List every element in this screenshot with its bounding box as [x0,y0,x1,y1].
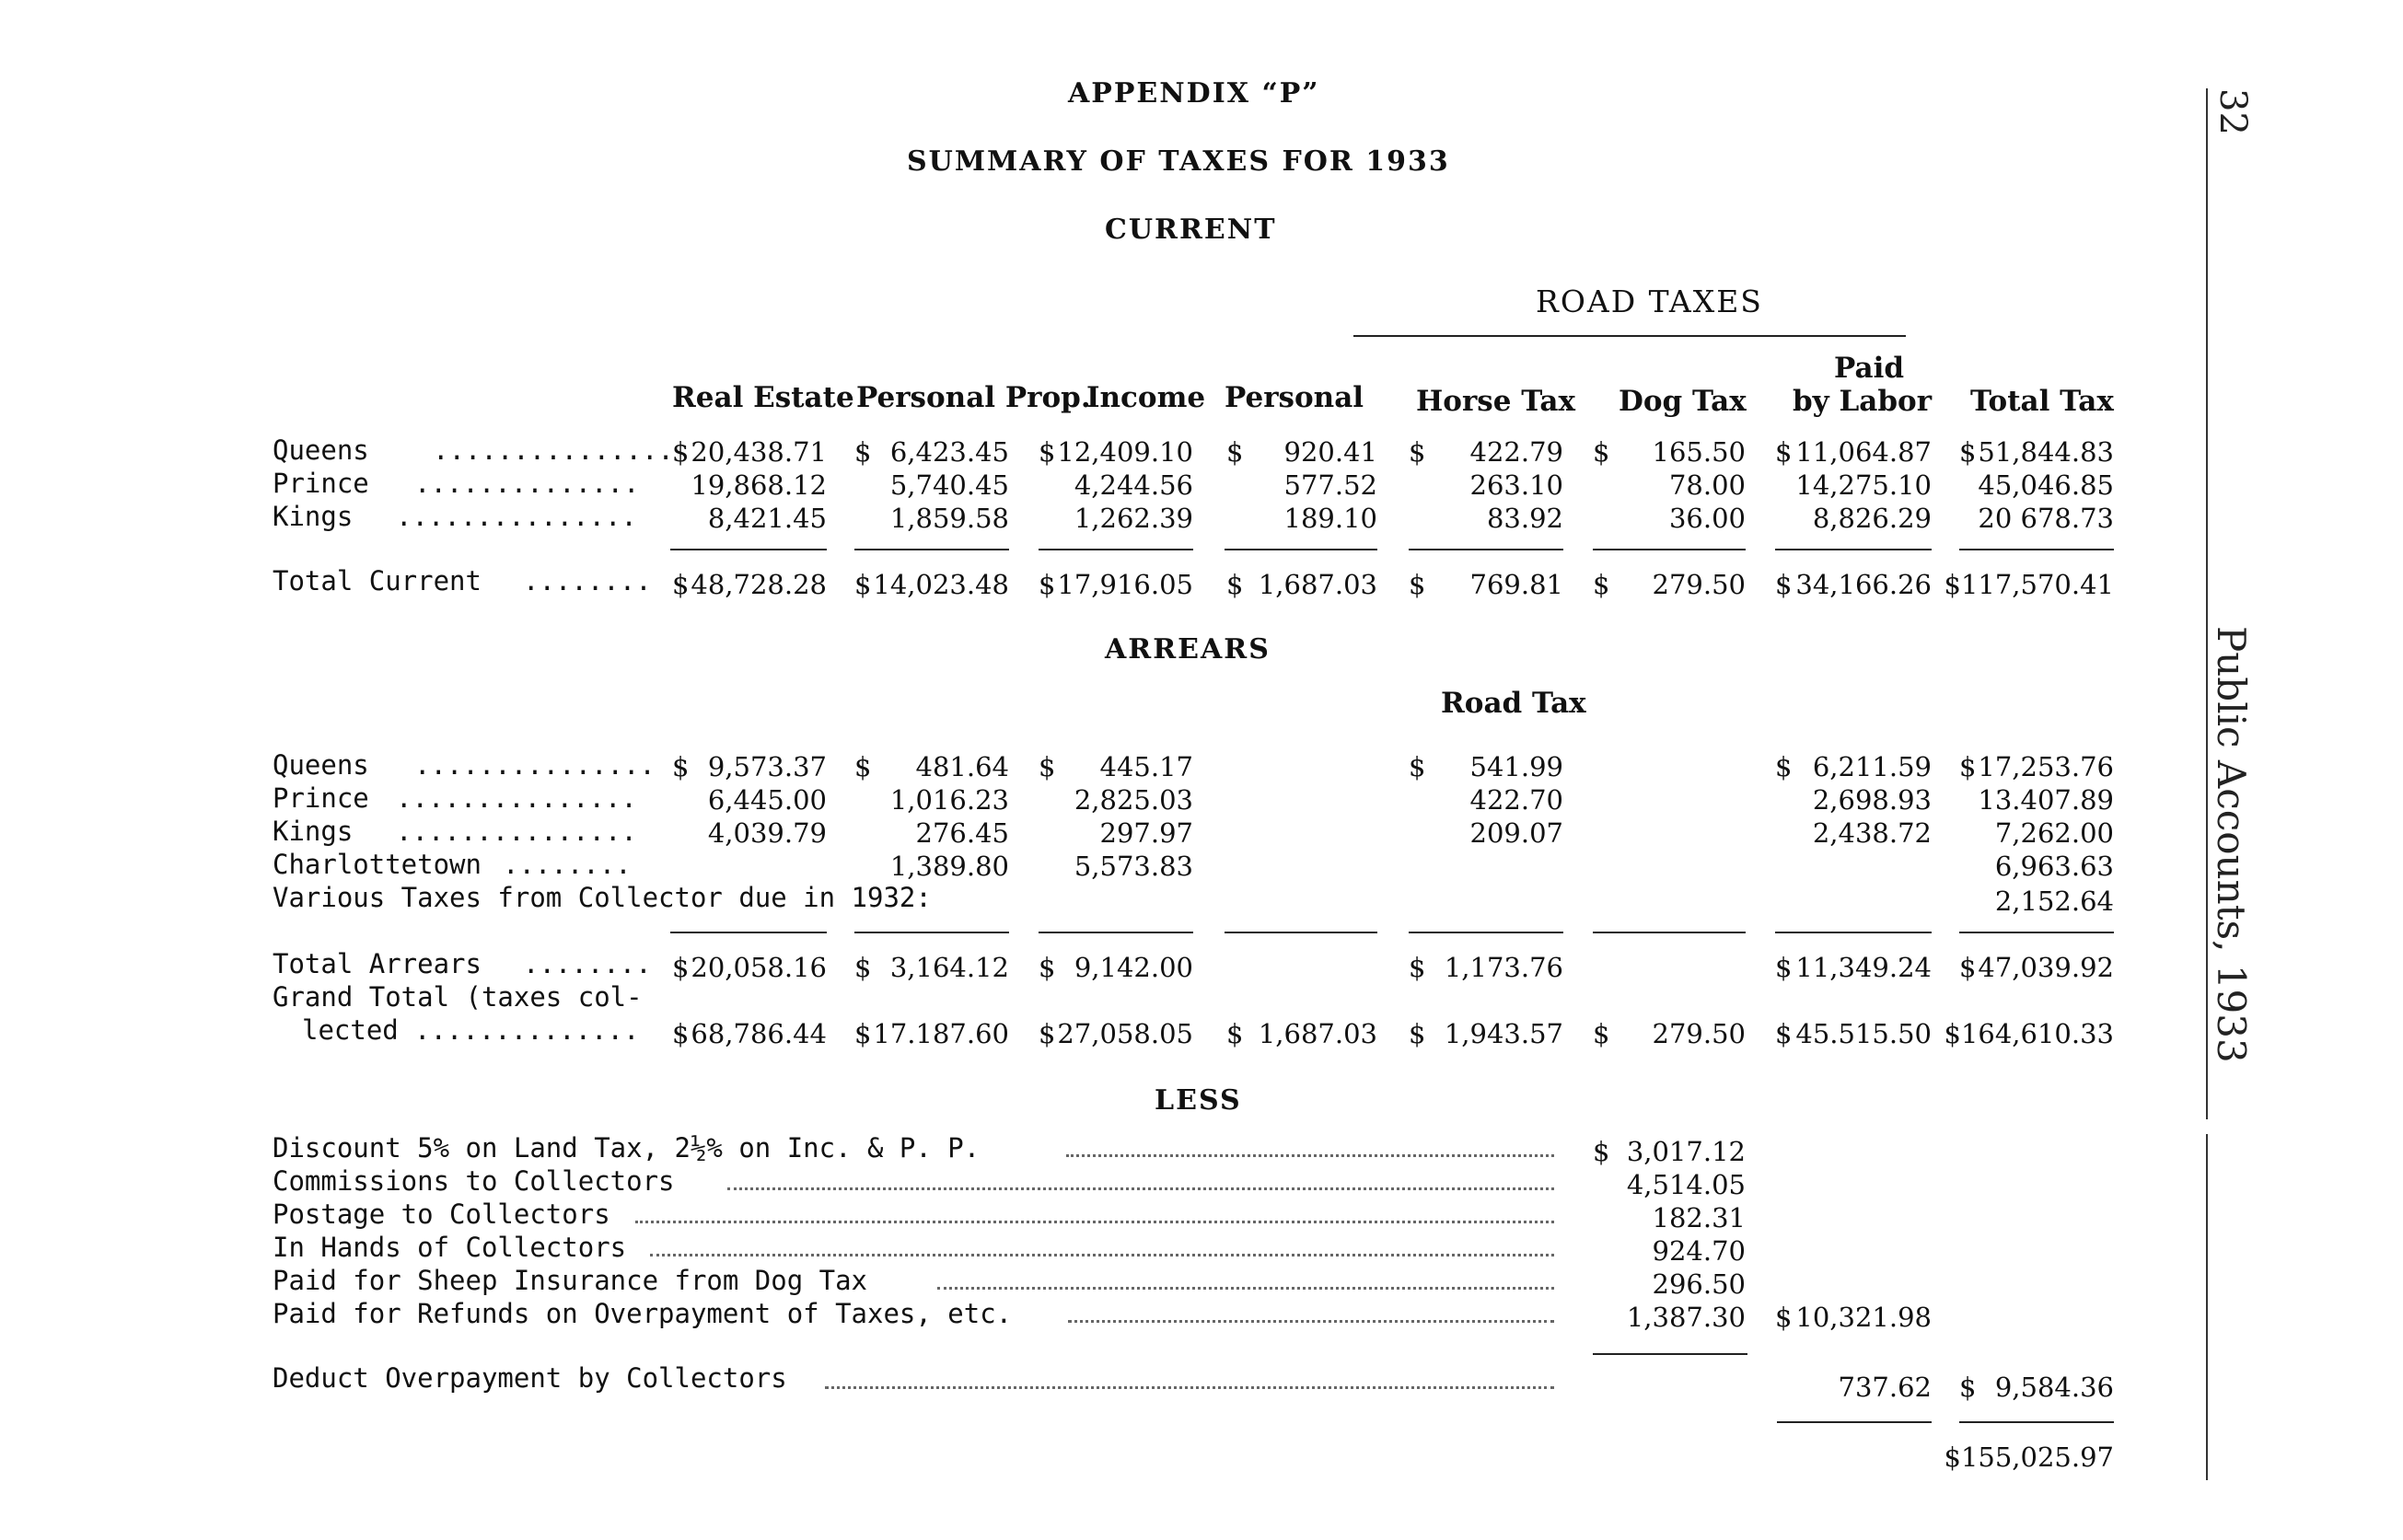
column-rule [1039,549,1193,550]
column-rule [1775,549,1932,550]
col-paid: Paid [1834,352,1905,385]
final-rule [1959,1421,2114,1423]
col-personal-prop: Personal Prop. [856,381,1091,414]
cell: 78.00 [1668,469,1746,501]
cell: 276.45 [915,817,1009,849]
dollar-sign: $ [672,751,690,782]
col-personal: Personal [1225,381,1364,414]
cell: 36.00 [1668,503,1746,534]
current-heading: CURRENT [1105,214,1277,246]
dollar-sign: $ [1593,436,1610,468]
net-deduction: 9,584.36 [1994,1372,2114,1403]
cell: 6,423.45 [889,436,1009,468]
running-title: Public Accounts, 1933 [2209,626,2254,1063]
col-total-tax: Total Tax [1970,385,2114,418]
cell: 47,039.92 [1978,952,2114,983]
cell: 17,916.05 [1057,569,1193,600]
dollar-sign: $ [854,952,872,983]
cell: 541.99 [1469,751,1563,782]
dollar-sign: $ [1409,1018,1426,1049]
dollar-sign: $ [1775,569,1793,600]
dollar-sign: $ [1226,436,1244,468]
cell: 1,687.03 [1258,1018,1377,1049]
less-rule [1593,1353,1747,1355]
cell: 45,046.85 [1978,469,2114,501]
column-rule [1959,932,2114,933]
less-label: In Hands of Collectors [273,1232,627,1263]
dollar-sign: $ [1226,569,1244,600]
cell: 19,868.12 [691,469,827,501]
less-heading: LESS [1155,1084,1242,1117]
dollar-sign: $ [1959,436,1977,468]
cell: 8,421.45 [707,503,827,534]
cell: 14,023.48 [873,569,1009,600]
cell: 189.10 [1283,503,1377,534]
dollar-sign: $ [854,436,872,468]
less-label: Paid for Refunds on Overpayment of Taxes, etc. [273,1298,1013,1329]
dollar-sign: $ [672,1018,690,1049]
cell: 1,173.76 [1444,952,1563,983]
cell: 9,142.00 [1074,952,1193,983]
cell: 27,058.05 [1057,1018,1193,1049]
cell: 5,573.83 [1074,851,1193,882]
cell: 279.50 [1652,1018,1746,1049]
row-label: Prince [273,782,369,814]
row-leader: ............... [396,501,637,532]
cell: 297.97 [1099,817,1193,849]
dollar-sign: $ [1226,1018,1244,1049]
cell: 2,152.64 [1994,886,2114,917]
cell: 422.70 [1469,784,1563,816]
less-label: Commissions to Collectors [273,1165,675,1197]
dollar-sign: $ [672,436,690,468]
column-rule [1039,932,1193,933]
col-dog-tax: Dog Tax [1619,385,1747,418]
dollar-sign: $ [1775,436,1793,468]
cell: 20,438.71 [691,436,827,468]
grand-total-label-cont: lected [302,1014,399,1046]
less-label: Paid for Sheep Insurance from Dog Tax [273,1265,868,1296]
road-tax-heading: Road Tax [1441,687,1586,720]
dollar-sign: $ [1039,569,1056,600]
dollar-sign: $ [1039,952,1056,983]
dollar-sign: $ [1775,952,1793,983]
row-label: Kings [273,816,354,847]
cell: 14,275.10 [1795,469,1932,501]
cell: $164,610.33 [1944,1018,2114,1049]
row-leader: ............... [396,816,637,847]
dollar-sign: $ [1959,751,1977,782]
cell: 6,211.59 [1812,751,1932,782]
row-leader: ............... [396,782,637,814]
dollar-sign: $ [1409,751,1426,782]
cell: 920.41 [1283,436,1377,468]
row-leader: .............. [414,468,640,499]
less-value: 296.50 [1652,1268,1746,1300]
page-number: 32 [2211,88,2254,135]
road-taxes-rule [1353,335,1906,337]
col-income: Income [1086,381,1206,414]
column-rule [1775,932,1932,933]
cell: 3,164.12 [889,952,1009,983]
cell: 1,389.80 [889,851,1009,882]
column-rule [1225,932,1377,933]
dollar-sign: $ [854,1018,872,1049]
column-rule [854,932,1009,933]
cell: 13.407.89 [1978,784,2114,816]
dollar-sign: $ [672,952,690,983]
column-rule [1409,932,1563,933]
less-value: 3,017.12 [1626,1136,1746,1167]
dot-leader [650,1254,1554,1256]
arrears-heading: ARREARS [1105,633,1271,666]
row-leader: ........ [523,565,652,596]
final-total: $155,025.97 [1944,1442,2114,1473]
cell: $117,570.41 [1944,569,2114,600]
margin-rule-top [2206,88,2208,1119]
total-current-label: Total Current [273,565,482,596]
cell: 1,016.23 [889,784,1009,816]
cell: 209.07 [1469,817,1563,849]
cell: 51,844.83 [1978,436,2114,468]
dollar-sign: $ [1775,751,1793,782]
dot-leader [635,1221,1554,1223]
cell: 165.50 [1652,436,1746,468]
column-rule [1593,932,1746,933]
cell: 1,687.03 [1258,569,1377,600]
column-rule [1225,549,1377,550]
cell: 422.79 [1469,436,1563,468]
deduct-value: 737.62 [1838,1372,1932,1403]
cell: 1,262.39 [1074,503,1193,534]
cell: 8,826.29 [1812,503,1932,534]
cell: 7,262.00 [1994,817,2114,849]
total-arrears-label: Total Arrears [273,948,482,979]
dollar-sign: $ [854,569,872,600]
dollar-sign: $ [1593,1018,1610,1049]
less-value: 4,514.05 [1626,1169,1746,1200]
cell: 20,058.16 [691,952,827,983]
cell: 2,698.93 [1812,784,1932,816]
cell: 1,943.57 [1444,1018,1563,1049]
column-rule [854,549,1009,550]
column-rule [1593,549,1746,550]
cell: 1,859.58 [889,503,1009,534]
column-rule [1959,549,2114,550]
grand-total-label: Grand Total (taxes col- [273,981,643,1013]
cell: 12,409.10 [1057,436,1193,468]
dot-leader [1068,1320,1554,1323]
cell: 481.64 [915,751,1009,782]
less-value: 924.70 [1652,1235,1746,1267]
cell: 6,445.00 [707,784,827,816]
col-by-labor: by Labor [1793,385,1933,418]
cell: 445.17 [1099,751,1193,782]
row-label: Queens [273,749,369,781]
cell: 6,963.63 [1994,851,2114,882]
row-label: Charlottetown [273,849,482,880]
row-leader: ............... [433,434,674,466]
dollar-sign: $ [1039,436,1056,468]
col-real-estate: Real Estate [672,381,854,414]
row-leader: ........ [523,948,652,979]
dollar-sign: $ [1039,1018,1056,1049]
dollar-sign: $ [1409,436,1426,468]
dollar-sign: $ [1409,952,1426,983]
cell: 769.81 [1469,569,1563,600]
appendix-title: APPENDIX “P” [1068,77,1320,110]
dollar-sign: $ [1039,751,1056,782]
cell: 11,064.87 [1795,436,1932,468]
cell: 279.50 [1652,569,1746,600]
row-leader: .............. [414,1014,640,1046]
column-rule [1409,549,1563,550]
row-leader: ............... [414,749,656,781]
cell: 45.515.50 [1795,1018,1932,1049]
less-label: Discount 5% on Land Tax, 2½% on Inc. & P. P. [273,1132,981,1164]
row-label: Kings [273,501,354,532]
dot-leader [825,1386,1554,1389]
dollar-sign: $ [1593,1136,1610,1167]
margin-rule-bottom [2206,1134,2208,1480]
deduct-label: Deduct Overpayment by Collectors [273,1362,787,1394]
dot-leader [727,1187,1554,1190]
cell: 577.52 [1283,469,1377,501]
col-horse-tax: Horse Tax [1416,385,1575,418]
cell: 11,349.24 [1795,952,1932,983]
cell: 2,438.72 [1812,817,1932,849]
final-rule [1777,1421,1932,1423]
dollar-sign: $ [1775,1302,1793,1333]
dollar-sign: $ [1959,952,1977,983]
less-value: 182.31 [1652,1202,1746,1233]
cell: 17,253.76 [1978,751,2114,782]
dollar-sign: $ [1593,569,1610,600]
dollar-sign: $ [1775,1018,1793,1049]
cell: 34,166.26 [1795,569,1932,600]
cell: 17.187.60 [873,1018,1009,1049]
less-value: 1,387.30 [1626,1302,1746,1333]
cell: 68,786.44 [691,1018,827,1049]
cell: 5,740.45 [889,469,1009,501]
column-rule [670,932,827,933]
column-rule [670,549,827,550]
dot-leader [1066,1154,1554,1157]
row-label: Queens [273,434,369,466]
row-label: Prince [273,468,369,499]
road-taxes-heading: ROAD TAXES [1536,284,1763,319]
row-label: Various Taxes from Collector due in 1932: [273,882,932,913]
row-leader: ........ [503,849,632,880]
cell: 48,728.28 [691,569,827,600]
cell: 20 678.73 [1978,503,2114,534]
less-label: Postage to Collectors [273,1198,610,1230]
less-subtotal: 10,321.98 [1795,1302,1932,1333]
cell: 9,573.37 [707,751,827,782]
dollar-sign: $ [854,751,872,782]
dot-leader [937,1287,1554,1290]
dollar-sign: $ [672,569,690,600]
dollar-sign: $ [1409,569,1426,600]
cell: 83.92 [1486,503,1563,534]
cell: 4,244.56 [1074,469,1193,501]
cell: 2,825.03 [1074,784,1193,816]
summary-title: SUMMARY OF TAXES FOR 1933 [907,145,1450,178]
cell: 263.10 [1469,469,1563,501]
dollar-sign: $ [1959,1372,1977,1403]
cell: 4,039.79 [707,817,827,849]
